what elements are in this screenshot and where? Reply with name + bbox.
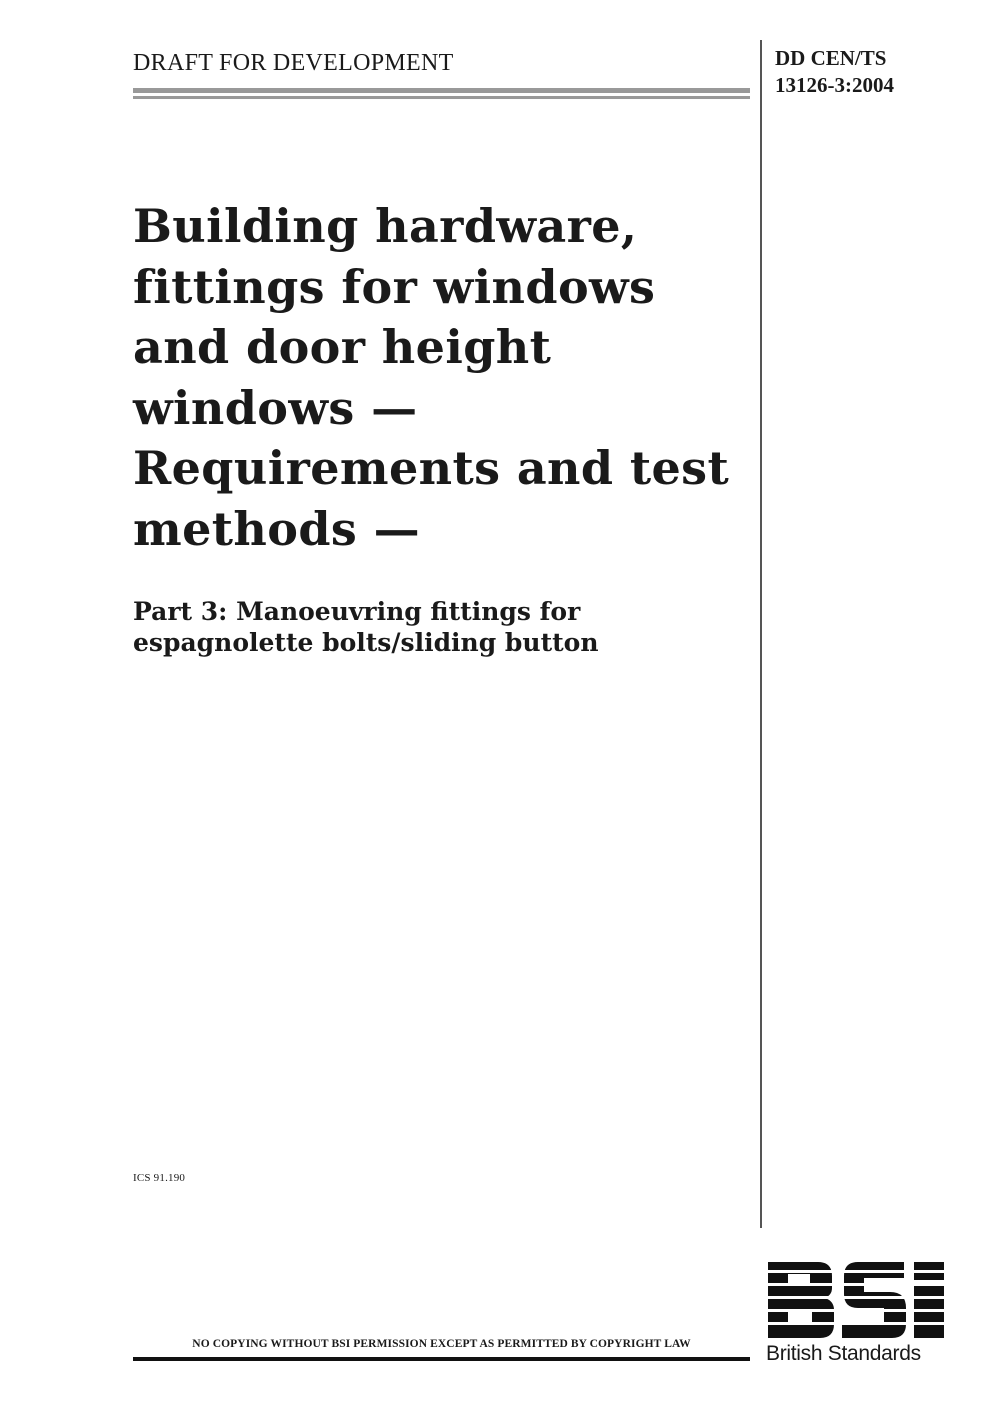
header-rule-thin [133,96,750,99]
title-line: fittings for windows [133,259,656,314]
header-rule-thick [133,88,750,93]
subtitle-line: espagnolette bolts/sliding button [133,628,599,657]
title-line: Building hardware, [133,199,638,253]
doc-ref-line-1: DD CEN/TS [775,46,887,70]
title-line: Requirements and test [133,441,730,495]
doc-ref-line-2: 13126-3:2004 [775,73,894,97]
bsi-tagline: British Standards [766,1342,921,1365]
ics-code: ICS 91.190 [133,1172,186,1184]
title-line: and door height [133,320,552,374]
part-subtitle [133,596,753,658]
subtitle-line: Part 3: Manoeuvring fittings for [133,597,581,626]
title-line: methods — [133,501,420,556]
document-title [133,196,753,559]
title-line: windows — [133,380,418,435]
footer-rule [133,1357,750,1361]
copyright-notice: NO COPYING WITHOUT BSI PERMISSION EXCEPT AS PERMITTED BY COPYRIGHT LAW [192,1338,691,1350]
document-reference [775,45,894,99]
margin-vertical-rule [760,40,762,1228]
draft-label: DRAFT FOR DEVELOPMENT [133,50,454,76]
